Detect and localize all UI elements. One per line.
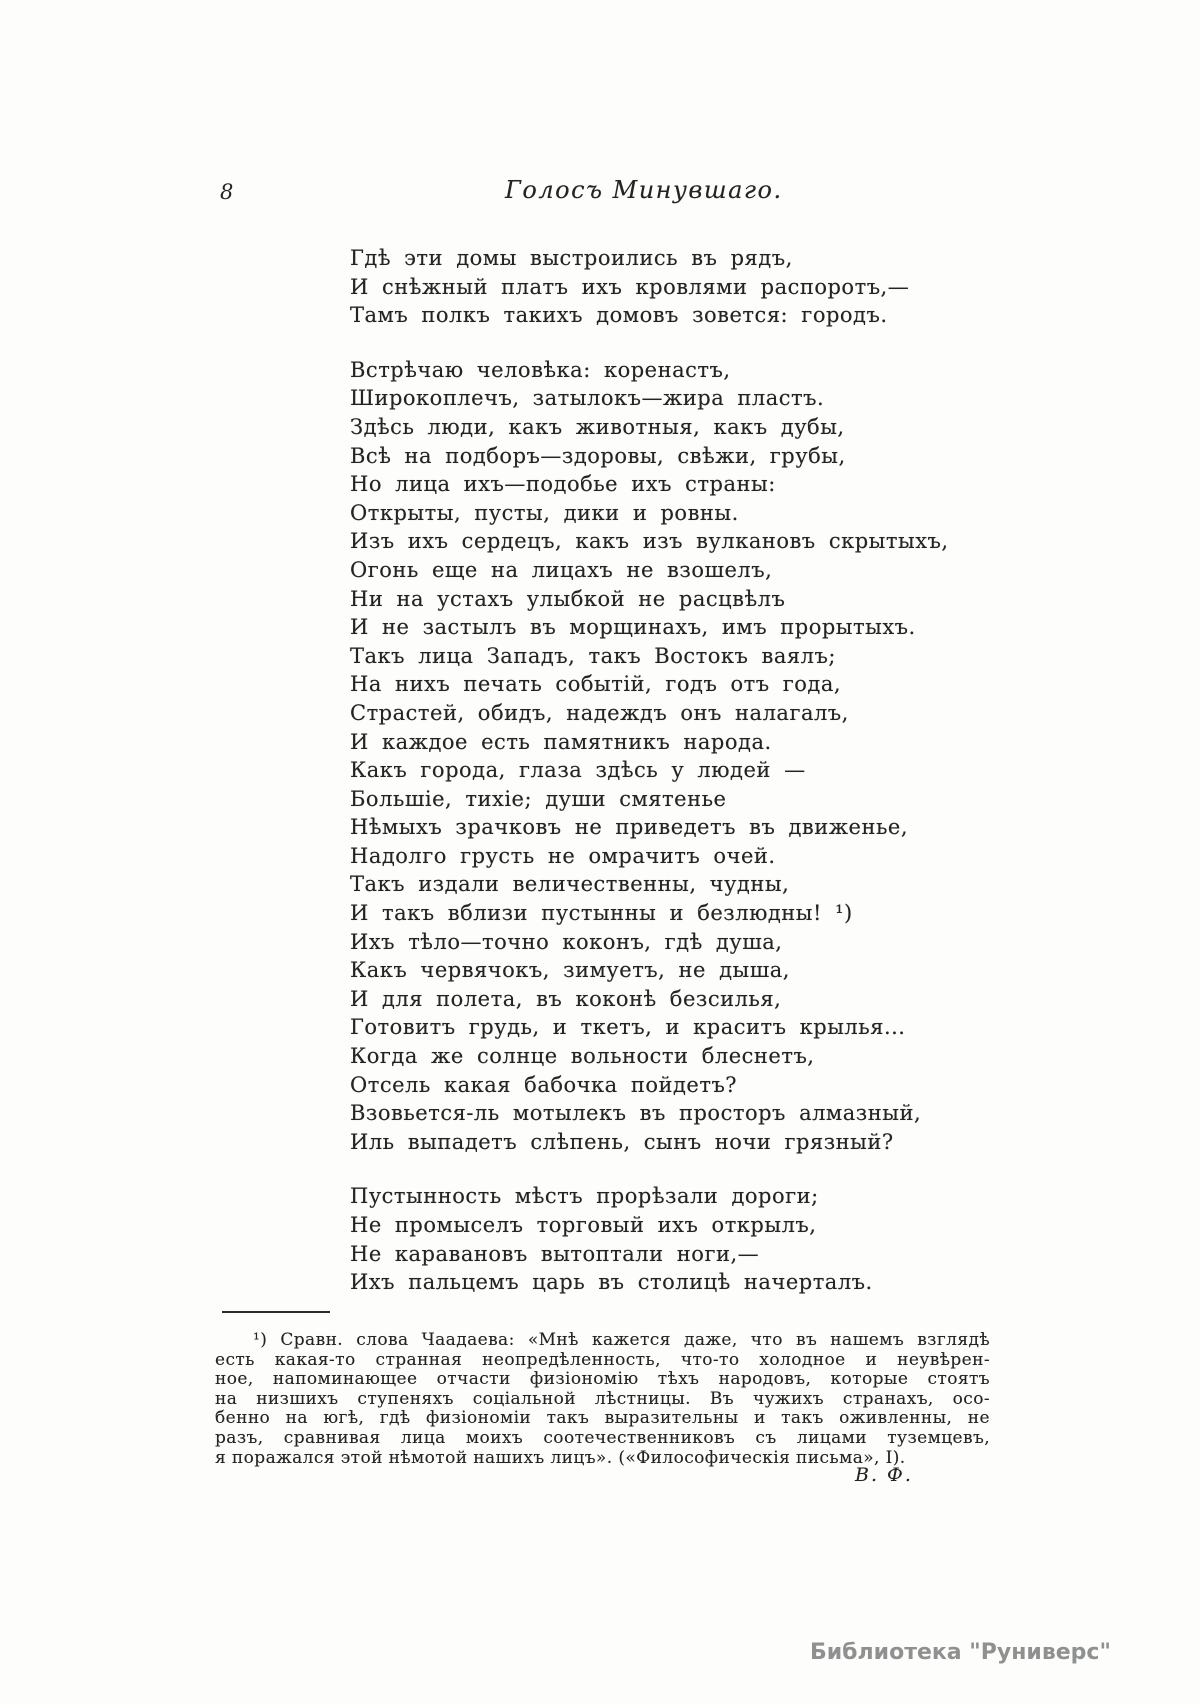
poem-line: Пустынность мѣстъ прорѣзали дороги; bbox=[350, 1184, 819, 1209]
poem-line: Такъ издали величественны, чудны, bbox=[350, 872, 790, 897]
poem-line: Нѣмыхъ зрачковъ не приведетъ въ движенье, bbox=[350, 815, 909, 840]
poem-line: И такъ вблизи пустынны и безлюдны! ¹) bbox=[350, 901, 853, 926]
poem-line: Всѣ на подборъ—здоровы, свѣжи, грубы, bbox=[350, 443, 846, 468]
poem-line: Здѣсь люди, какъ животныя, какъ дубы, bbox=[350, 414, 845, 439]
poem-line: Не каравановъ вытоптали ноги,— bbox=[350, 1241, 760, 1266]
poem-line: Встрѣчаю человѣка: коренастъ, bbox=[350, 357, 731, 382]
poem-line: Иль выпадетъ слѣпень, сынъ ночи грязный? bbox=[350, 1129, 894, 1154]
page-number: 8 bbox=[220, 180, 234, 204]
poem bbox=[350, 244, 949, 1323]
poem-line: Когда же солнце вольности блеснетъ, bbox=[350, 1044, 815, 1069]
poem-line: Надолго грусть не омрачитъ очей. bbox=[350, 843, 776, 868]
poem-line: И снѣжный платъ ихъ кровлями распоротъ,— bbox=[350, 274, 910, 299]
poem-line: Широкоплечъ, затылокъ—жира пластъ. bbox=[350, 386, 825, 411]
library-watermark: Библиотека "Руниверс" bbox=[810, 1640, 1111, 1665]
poem-line: Такъ лица Западъ, такъ Востокъ ваялъ; bbox=[350, 643, 836, 668]
poem-line: На нихъ печать событій, годъ отъ года, bbox=[350, 672, 842, 697]
running-header-title: Голосъ Минувшаго. bbox=[505, 176, 783, 204]
footnote-line: я поражался этой нѣмотой нашихъ лицъ». («Философическія письма», I). bbox=[215, 1447, 906, 1468]
poem-line: Ни на устахъ улыбкой не расцвѣлъ bbox=[350, 586, 786, 611]
poem-line: Ихъ тѣло—точно коконъ, гдѣ душа, bbox=[350, 929, 783, 954]
poem-line: И для полета, въ коконѣ безсилья, bbox=[350, 986, 782, 1011]
footnote-line: ¹) Сравн. слова Чаадаева: «Мнѣ кажется даже, что въ нашемъ взглядѣ bbox=[253, 1330, 990, 1350]
poem-line: Открыты, пусты, дики и ровны. bbox=[350, 500, 739, 525]
poem-line: Не промыселъ торговый ихъ открылъ, bbox=[350, 1213, 817, 1237]
footnote-line: ное, напоминающее отчасти физіономію тѣхъ народовъ, которые стоятъ bbox=[215, 1369, 990, 1390]
poem-line: Какъ червячокъ, зимуетъ, не дыша, bbox=[350, 958, 790, 983]
poem-line: Огонь еще на лицахъ не взошелъ, bbox=[350, 557, 773, 582]
author-initials-signature: В. Ф. bbox=[855, 1464, 913, 1486]
poem-line: Тамъ полкъ такихъ домовъ зовется: городъ. bbox=[350, 303, 888, 328]
poem-line: Но лица ихъ—подобье ихъ страны: bbox=[350, 472, 776, 497]
footnote-line: бенно на югѣ, гдѣ физіономіи такъ выразительны и такъ оживленны, не bbox=[215, 1408, 990, 1429]
footnote-separator-rule bbox=[222, 1311, 330, 1313]
poem-line: Гдѣ эти домы выстроились въ рядъ, bbox=[350, 246, 793, 270]
poem-line: Какъ города, глаза здѣсь у людей — bbox=[350, 758, 806, 783]
poem-line: Большіе, тихіе; души смятенье bbox=[350, 786, 727, 811]
footnote bbox=[215, 1331, 990, 1468]
poem-line: И не застылъ въ морщинахъ, имъ прорытыхъ. bbox=[350, 615, 916, 640]
footnote-line: есть какая-то странная неопредѣленность, что-то холодное и неувѣрен- bbox=[215, 1349, 990, 1370]
poem-line: Страстей, обидъ, надеждъ онъ налагалъ, bbox=[350, 700, 849, 725]
poem-line: Отсель какая бабочка пойдетъ? bbox=[350, 1072, 738, 1097]
poem-line: Взовьется-ль мотылекъ въ просторъ алмазный, bbox=[350, 1101, 922, 1126]
footnote-line: разъ, сравнивая лица моихъ соотечественниковъ съ лицами туземцевъ, bbox=[215, 1427, 990, 1448]
poem-stanza bbox=[350, 356, 949, 1157]
poem-stanza bbox=[350, 1182, 949, 1296]
poem-line: И каждое есть памятникъ народа. bbox=[350, 729, 772, 754]
poem-line: Ихъ пальцемъ царь въ столицѣ начерталъ. bbox=[350, 1270, 873, 1295]
footnote-line: на низшихъ ступеняхъ соціальной лѣстницы. Въ чужихъ странахъ, осо- bbox=[215, 1388, 990, 1409]
poem-line: Готовитъ грудь, и ткетъ, и краситъ крылья... bbox=[350, 1015, 906, 1040]
poem-line: Изъ ихъ сердецъ, какъ изъ вулкановъ скрытыхъ, bbox=[350, 529, 949, 554]
poem-stanza bbox=[350, 244, 949, 330]
